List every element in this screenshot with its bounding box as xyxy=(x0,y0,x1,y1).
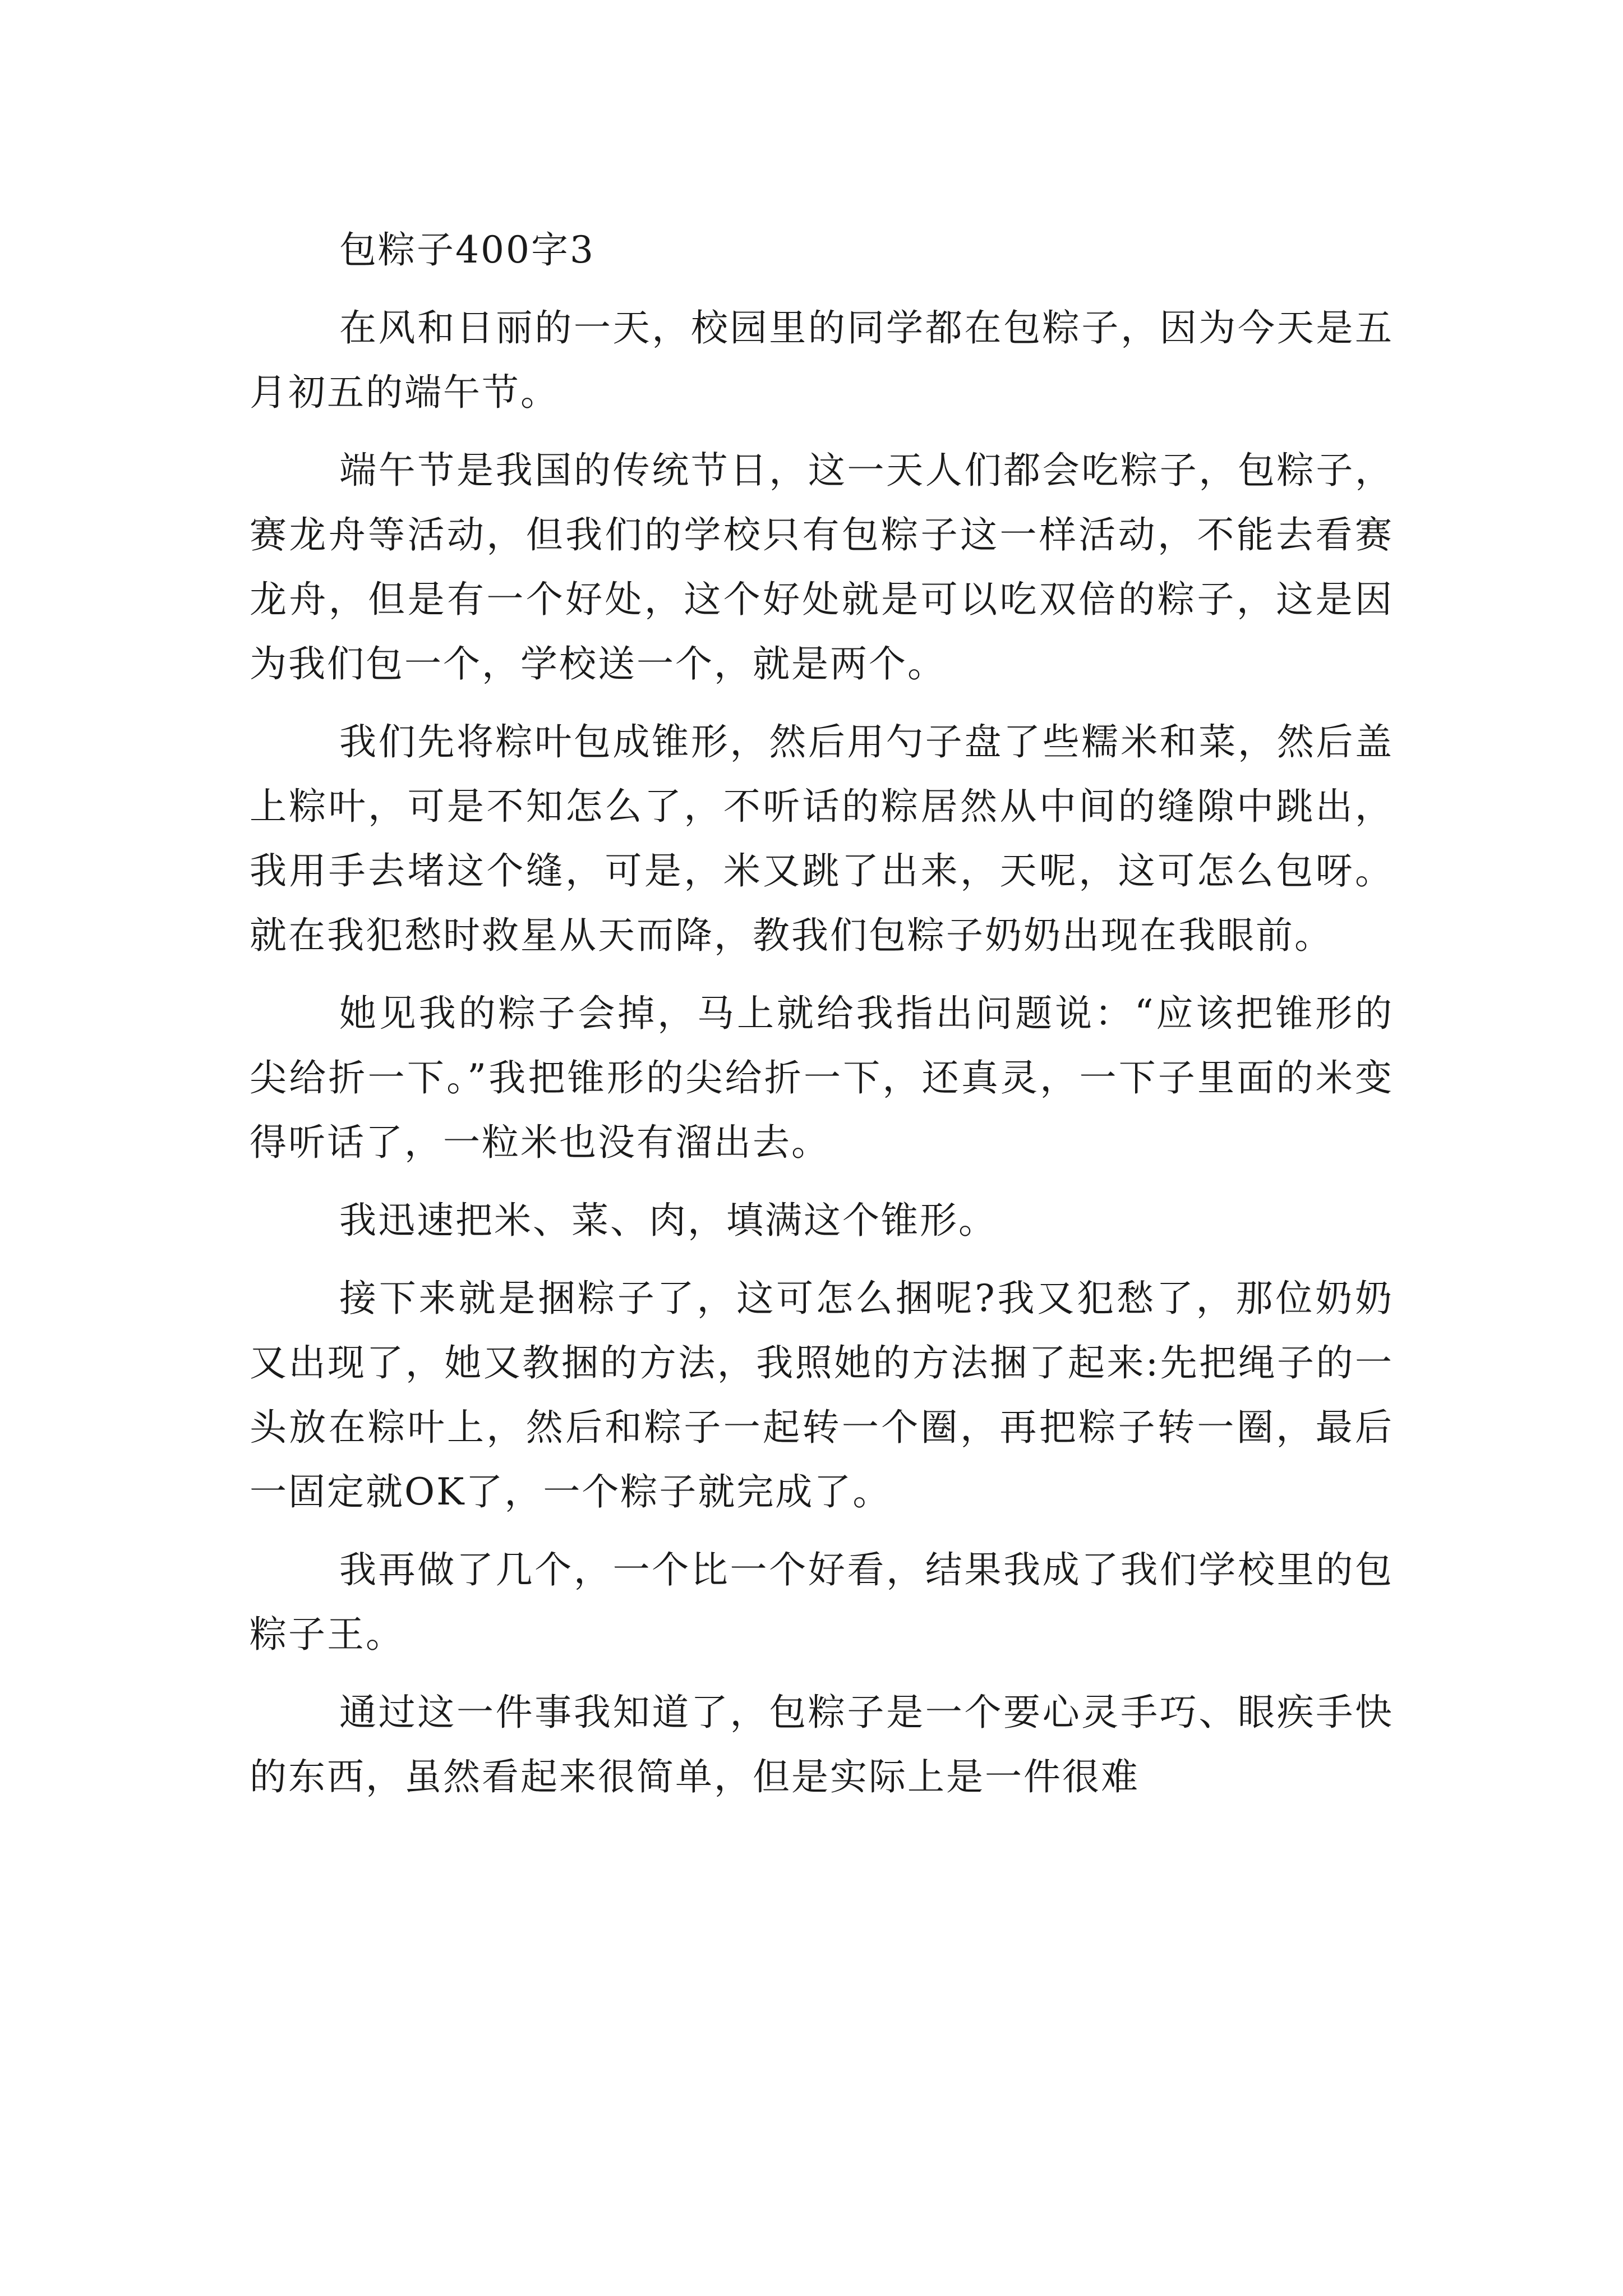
paragraph: 在风和日丽的一天，校园里的同学都在包粽子，因为今天是五月初五的端午节。 xyxy=(250,306,1394,414)
paragraph: 通过这一件事我知道了，包粽子是一个要心灵手巧、眼疾手快的东西，虽然看起来很简单，但是实际上是一件很难 xyxy=(250,1691,1394,1798)
paragraph: 她见我的粽子会掉，马上就给我指出问题说：“应该把锥形的尖给折一下。”我把锥形的尖给折一下，还真灵，一下子里面的米变得听话了，一粒米也没有溜出去。 xyxy=(250,992,1394,1164)
paragraph: 我再做了几个，一个比一个好看，结果我成了我们学校里的包粽子王。 xyxy=(250,1548,1394,1656)
document-title: 包粽子400字3 xyxy=(339,228,595,272)
paragraph: 端午节是我国的传统节日，这一天人们都会吃粽子，包粽子，赛龙舟等活动，但我们的学校只有包粽子这一样活动，不能去看赛龙舟，但是有一个好处，这个好处就是可以吃双倍的粽子，这是因为我们包一个，学校送一个，就是两个。 xyxy=(250,449,1394,685)
paragraph: 接下来就是捆粽子了，这可怎么捆呢?我又犯愁了，那位奶奶又出现了，她又教捆的方法，我照她的方法捆了起来:先把绳子的一头放在粽叶上，然后和粽子一起转一个圈，再把粽子转一圈，最后一固定就OK了，一个粽子就完成了。 xyxy=(250,1277,1394,1513)
paragraph: 我们先将粽叶包成锥形，然后用勺子盘了些糯米和菜，然后盖上粽叶，可是不知怎么了，不听话的粽居然从中间的缝隙中跳出，我用手去堵这个缝，可是，米又跳了出来，天呢，这可怎么包呀。就在我犯愁时救星从天而降，教我们包粽子奶奶出现在我眼前。 xyxy=(250,720,1394,957)
document-body xyxy=(250,218,1394,1823)
paragraph: 我迅速把米、菜、肉，填满这个锥形。 xyxy=(339,1199,997,1242)
